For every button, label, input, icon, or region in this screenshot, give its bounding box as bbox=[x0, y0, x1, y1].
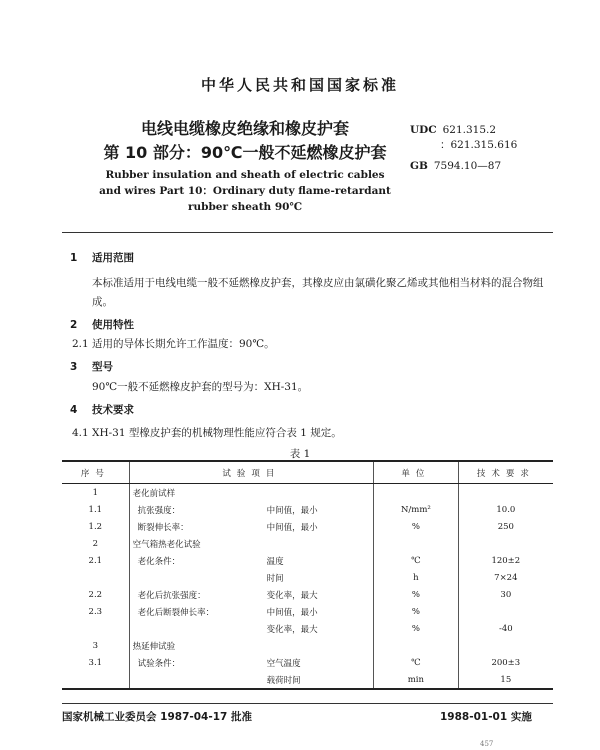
section-1-paragraph: 本标准适用于电线电缆一般不延燃橡皮护套，其橡皮应由氯磺化聚乙烯或其他相当材料的混合物组成。 bbox=[92, 277, 544, 308]
row-seq: 3 bbox=[62, 637, 129, 654]
row-unit: % bbox=[374, 620, 459, 637]
row-item-name: 断裂伸长率： bbox=[137, 522, 189, 533]
row-item-name bbox=[129, 620, 263, 637]
row-seq: 3.1 bbox=[62, 654, 129, 671]
row-seq: 2.3 bbox=[62, 603, 129, 620]
row-requirement bbox=[458, 637, 553, 654]
row-requirement: 10.0 bbox=[496, 504, 516, 515]
row-seq: 1.1 bbox=[62, 501, 129, 518]
row-requirement bbox=[458, 603, 553, 620]
row-seq: 1 bbox=[62, 484, 129, 502]
row-item-name: 老化后断裂伸长率： bbox=[137, 607, 215, 618]
row-requirement: 7×24 bbox=[494, 572, 518, 583]
row-condition: 中间值，最小 bbox=[266, 522, 318, 533]
row-unit: ℃ bbox=[374, 552, 459, 569]
header-req: 技术要求 bbox=[458, 461, 553, 484]
row-unit: min bbox=[374, 671, 459, 689]
header-item: 试验项目 bbox=[129, 461, 373, 484]
row-item-name bbox=[129, 671, 263, 689]
section-2-title: 使用特性 bbox=[92, 319, 134, 331]
table-row bbox=[62, 586, 553, 603]
title-en-line-1: Rubber insulation and sheath of electric cables bbox=[105, 169, 385, 181]
row-requirement: -40 bbox=[498, 623, 513, 634]
row-seq: 2.1 bbox=[62, 552, 129, 569]
clause-4-1 bbox=[72, 424, 342, 443]
section-1-text bbox=[92, 274, 552, 312]
title-en-line-2: and wires Part 10：Ordinary duty flame-retardant bbox=[99, 185, 391, 197]
page-number: 457 bbox=[480, 740, 494, 748]
header-unit: 单位 bbox=[374, 461, 459, 484]
row-item-name: 老化条件： bbox=[137, 556, 181, 567]
row-requirement bbox=[458, 484, 553, 502]
row-condition: 变化率，最大 bbox=[266, 590, 318, 601]
row-requirement bbox=[458, 535, 553, 552]
row-condition bbox=[264, 637, 374, 654]
row-condition: 中间值，最小 bbox=[266, 505, 318, 516]
row-condition: 中间值，最小 bbox=[266, 607, 318, 618]
section-1-heading bbox=[70, 250, 134, 265]
section-4-title: 技术要求 bbox=[92, 404, 134, 416]
section-3-number: 3 bbox=[70, 361, 78, 373]
row-unit bbox=[374, 535, 459, 552]
row-unit bbox=[374, 484, 459, 502]
row-requirement: 200±3 bbox=[491, 657, 521, 668]
gb-label: GB bbox=[410, 160, 428, 172]
row-condition: 变化率，最大 bbox=[266, 624, 318, 635]
table-row bbox=[62, 654, 553, 671]
row-item-name: 热延伸试验 bbox=[132, 641, 176, 652]
udc-value-2: ：621.315.616 bbox=[440, 139, 518, 151]
row-item-name: 抗张强度： bbox=[137, 505, 181, 516]
row-requirement: 120±2 bbox=[491, 555, 521, 566]
row-item-name: 老化前试样 bbox=[132, 488, 176, 499]
row-condition bbox=[264, 535, 374, 552]
table-row bbox=[62, 671, 553, 689]
section-3-title: 型号 bbox=[92, 361, 113, 373]
clause-2-1-text: 适用的导体长期允许工作温度：90℃。 bbox=[92, 338, 275, 350]
gb-code bbox=[410, 160, 501, 172]
row-item-name: 老化后抗张强度： bbox=[137, 590, 206, 601]
title-en-line-3: rubber sheath 90℃ bbox=[187, 201, 303, 213]
table-caption: 表 1 bbox=[289, 448, 311, 460]
row-item-name: 试验条件： bbox=[137, 658, 181, 669]
row-requirement: 15 bbox=[458, 671, 553, 689]
row-unit bbox=[374, 637, 459, 654]
table-header-row bbox=[62, 461, 553, 484]
table-row bbox=[62, 501, 553, 518]
row-seq bbox=[62, 569, 129, 586]
gb-number: 7594.10—87 bbox=[433, 160, 502, 172]
section-2-number: 2 bbox=[70, 319, 78, 331]
section-2-heading bbox=[70, 317, 134, 332]
title-cn-line-1: 电线电缆橡皮绝缘和橡皮护套 bbox=[140, 119, 349, 138]
table-row bbox=[62, 518, 553, 535]
udc-value-1: 621.315.2 bbox=[442, 124, 497, 136]
approval-line: 国家机械工业委员会 1987-04-17 批准 bbox=[62, 711, 252, 723]
table-row bbox=[62, 484, 553, 502]
row-unit: % bbox=[374, 586, 459, 603]
row-condition: 温度 bbox=[266, 556, 284, 567]
header-rule bbox=[62, 232, 553, 233]
udc-code bbox=[410, 124, 496, 136]
row-requirement: 250 bbox=[497, 521, 514, 532]
row-seq: 2.2 bbox=[62, 586, 129, 603]
row-seq bbox=[62, 620, 129, 637]
national-standard-title: 中华人民共和国国家标准 bbox=[200, 76, 399, 94]
row-unit: h bbox=[374, 569, 459, 586]
row-unit: N/mm² bbox=[374, 501, 459, 518]
row-seq bbox=[62, 671, 129, 689]
title-cn-line-2: 第 10 部分：90℃一般不延燃橡皮护套 bbox=[103, 143, 387, 162]
table-row bbox=[62, 603, 553, 620]
row-requirement: 30 bbox=[500, 589, 512, 600]
table-row bbox=[62, 637, 553, 654]
section-1-number: 1 bbox=[70, 252, 78, 264]
footer-rule bbox=[62, 703, 553, 704]
row-condition: 时间 bbox=[266, 573, 284, 584]
row-item-name bbox=[129, 569, 263, 586]
row-unit: % bbox=[374, 603, 459, 620]
clause-2-1-number: 2.1 bbox=[72, 338, 89, 350]
section-4-number: 4 bbox=[70, 404, 78, 416]
clause-4-1-text: XH-31 型橡皮护套的机械物理性能应符合表 1 规定。 bbox=[92, 427, 342, 439]
clause-2-1 bbox=[72, 335, 275, 354]
effective-date: 1988-01-01 实施 bbox=[440, 711, 532, 723]
table-row bbox=[62, 569, 553, 586]
row-condition: 载荷时间 bbox=[264, 671, 374, 689]
section-4-heading bbox=[70, 402, 134, 417]
row-unit: % bbox=[374, 518, 459, 535]
section-3-text: 90℃一般不延燃橡皮护套的型号为：XH-31。 bbox=[92, 381, 309, 393]
section-3-heading bbox=[70, 359, 113, 374]
row-condition bbox=[264, 484, 374, 502]
table-row bbox=[62, 620, 553, 637]
row-seq: 1.2 bbox=[62, 518, 129, 535]
udc-label: UDC bbox=[410, 124, 437, 136]
table-row bbox=[62, 552, 553, 569]
table-row bbox=[62, 535, 553, 552]
clause-4-1-number: 4.1 bbox=[72, 427, 89, 439]
row-condition: 空气温度 bbox=[266, 658, 301, 669]
row-item-name: 空气箱热老化试验 bbox=[132, 539, 201, 550]
section-1-title: 适用范围 bbox=[92, 252, 134, 264]
row-unit: ℃ bbox=[374, 654, 459, 671]
properties-table bbox=[62, 460, 553, 690]
header-seq: 序号 bbox=[62, 461, 129, 484]
row-seq: 2 bbox=[62, 535, 129, 552]
